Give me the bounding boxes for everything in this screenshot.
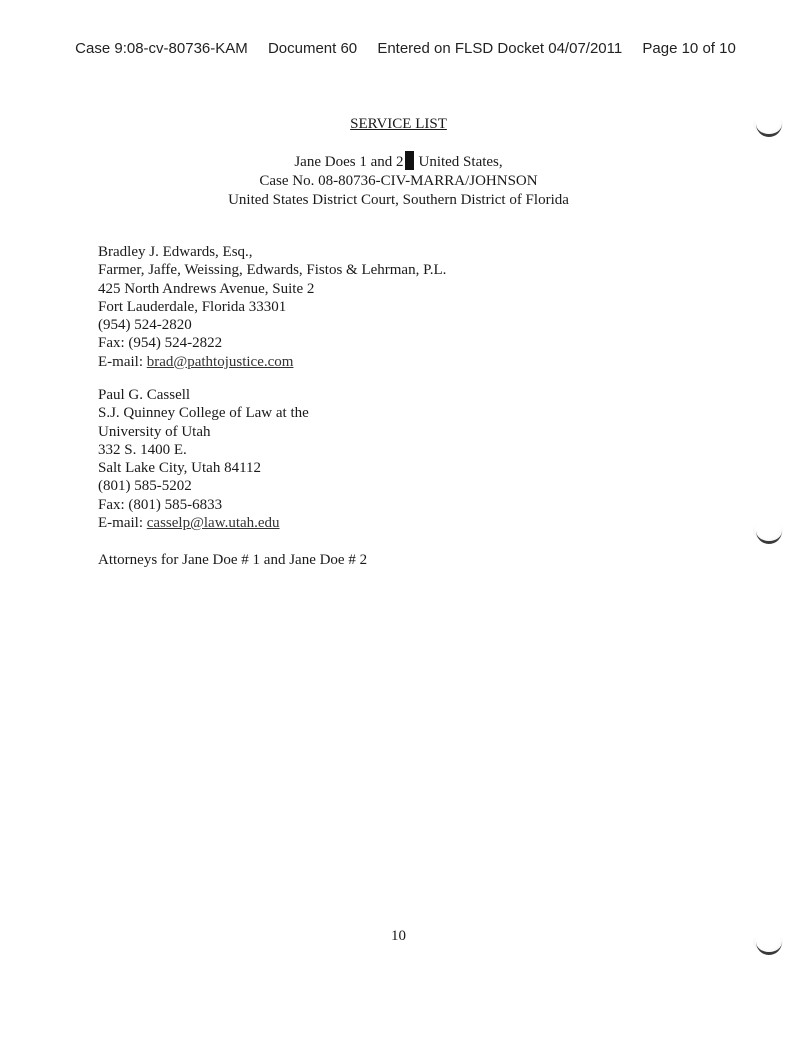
- attorney-name: Bradley J. Edwards, Esq.,: [98, 244, 253, 260]
- case-number: Case 9:08-cv-80736-KAM: [75, 40, 248, 57]
- email-link[interactable]: casselp@law.utah.edu: [146, 515, 280, 532]
- attorney-phone: (954) 524-2820: [98, 317, 192, 334]
- attorney-address-1: 425 North Andrews Avenue, Suite 2: [98, 280, 315, 297]
- docket-header: [0, 40, 811, 57]
- attorney-affiliation-1: S.J. Quinney College of Law at the: [98, 405, 309, 422]
- docket-entry: Entered on FLSD Docket 04/07/2011: [377, 40, 623, 57]
- caption-parties-b: United States,: [418, 154, 503, 170]
- attorney-address-2: Salt Lake City, Utah 84112: [98, 460, 262, 477]
- document-number: Document 60: [267, 40, 358, 57]
- punch-hole-middle: [756, 527, 782, 544]
- page-indicator: Page 10 of 10: [642, 40, 736, 57]
- attorney-fax: Fax: (801) 585-6833: [98, 496, 223, 513]
- attorney-phone: (801) 585-5202: [98, 478, 192, 495]
- email-label: E-mail:: [98, 353, 147, 370]
- punch-hole-top: [756, 120, 782, 137]
- attorney-address-2: Fort Lauderdale, Florida 33301: [98, 298, 287, 315]
- attorney-address-1: 332 S. 1400 E.: [98, 441, 187, 458]
- attorney-fax: Fax: (954) 524-2822: [98, 335, 223, 352]
- attorney-block-edwards: [98, 243, 446, 371]
- service-list-title: SERVICE LIST: [350, 116, 447, 132]
- page-number: 10: [391, 928, 406, 944]
- redaction-mark: [405, 151, 414, 170]
- attorney-email-line: [98, 514, 309, 532]
- attorney-name: Paul G. Cassell: [98, 387, 191, 403]
- email-label: E-mail:: [98, 515, 147, 532]
- punch-hole-bottom: [756, 938, 782, 955]
- attorneys-for-statement: Attorneys for Jane Doe # 1 and Jane Doe # 2: [98, 552, 368, 568]
- caption-line-1: [0, 151, 797, 172]
- case-caption: [0, 151, 797, 210]
- caption-parties-a: Jane Does 1 and 2: [294, 154, 404, 170]
- attorney-email-line: [98, 353, 446, 371]
- attorney-firm: Farmer, Jaffe, Weissing, Edwards, Fistos & Lehrman, P.L.: [98, 262, 447, 279]
- attorney-block-cassell: [98, 386, 309, 532]
- caption-case-number: Case No. 08-80736-CIV-MARRA/JOHNSON: [259, 173, 538, 189]
- email-link[interactable]: brad@pathtojustice.com: [146, 353, 294, 370]
- attorney-affiliation-2: University of Utah: [98, 423, 211, 440]
- caption-court: United States District Court, Southern District of Florida: [228, 192, 569, 208]
